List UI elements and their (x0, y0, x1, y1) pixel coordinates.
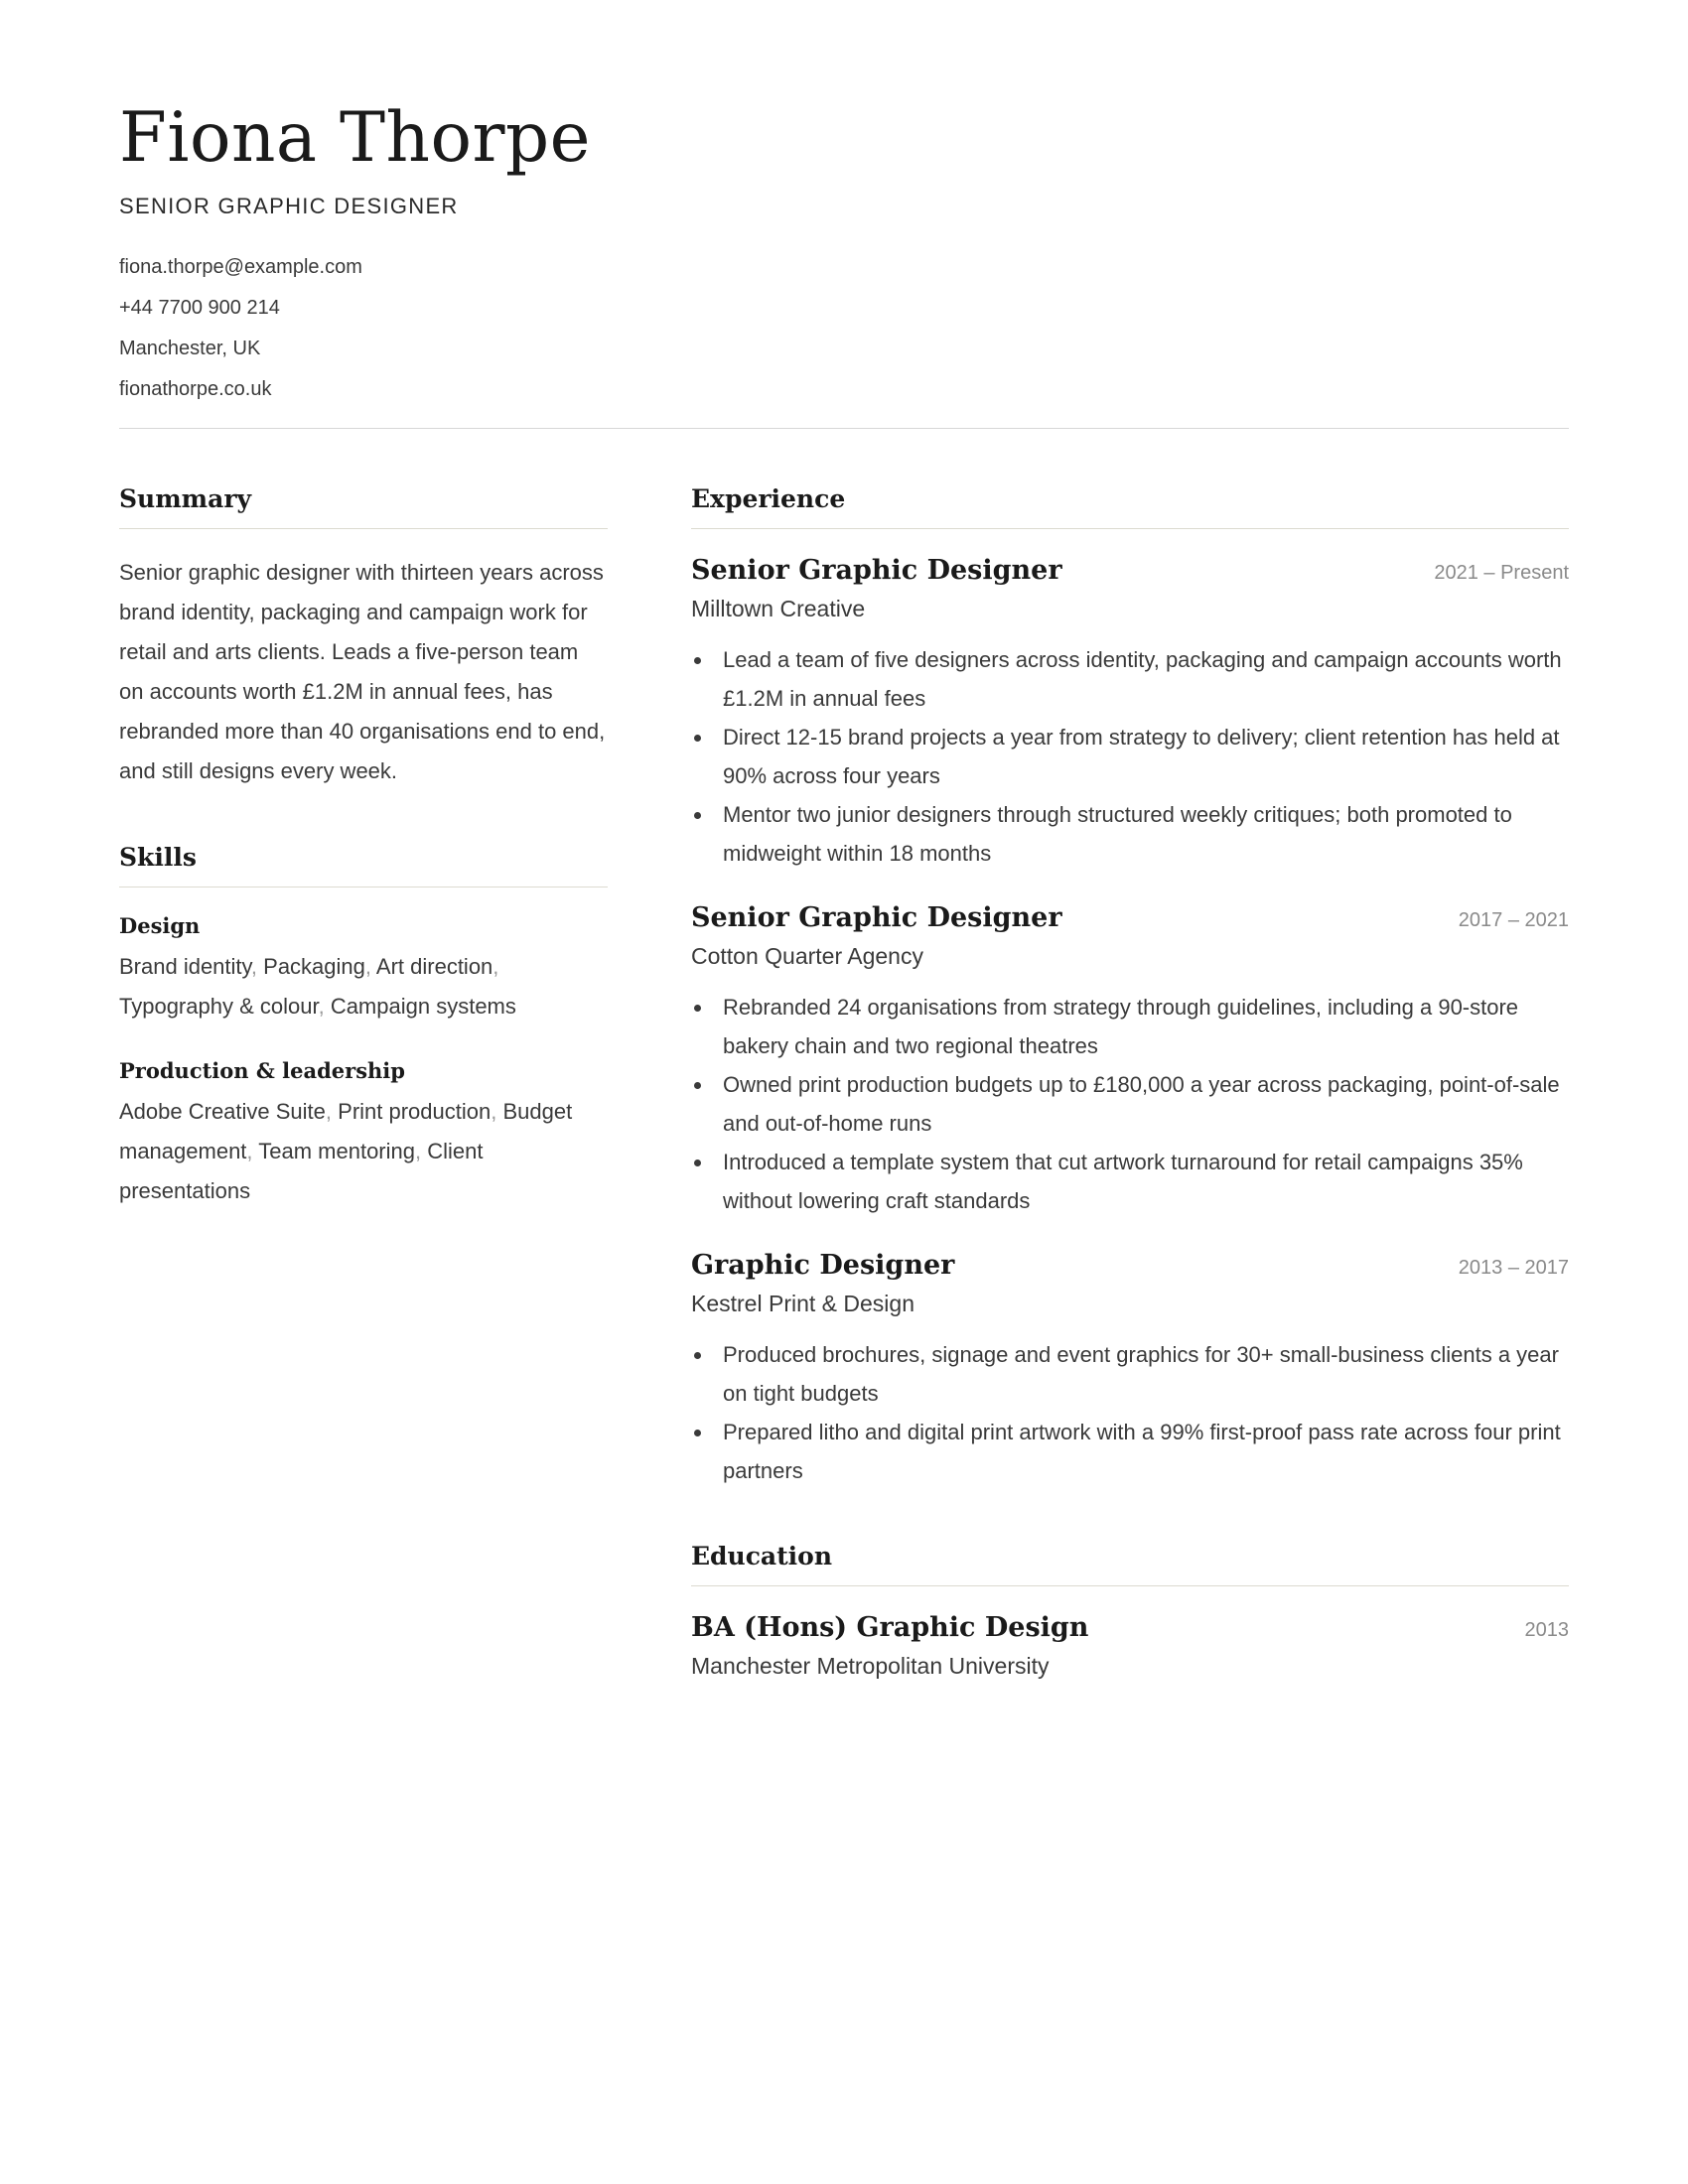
candidate-headline: SENIOR GRAPHIC DESIGNER (119, 194, 459, 219)
job-company: Cotton Quarter Agency (691, 943, 923, 970)
skill-list: Brand identity, Packaging, Art direction, Typography & colour, Campaign systems (119, 954, 516, 1020)
job-bullet: Produced brochures, signage and event graphics for 30+ small-business clients a year on tight budgets (691, 1335, 1569, 1413)
job-title: Senior Graphic Designer (691, 902, 1062, 934)
job-bullets (691, 640, 1569, 873)
skill-item: Art direction (375, 954, 493, 980)
job-dates: 2017 – 2021 (1458, 909, 1569, 932)
job-bullet: Owned print production budgets up to £180,000 a year across packaging, point-of-sale and out-of-home runs (691, 1065, 1569, 1143)
job-bullet: Prepared litho and digital print artwork with a 99% first-proof pass rate across four print partners (691, 1413, 1569, 1490)
contact-email[interactable]: fiona.thorpe@example.com (119, 256, 362, 279)
education-heading: Education (691, 1542, 1569, 1586)
summary-section (119, 484, 608, 791)
school-name: Manchester Metropolitan University (691, 1653, 1050, 1680)
skill-item: Adobe Creative Suite (119, 1099, 326, 1125)
experience-heading: Experience (691, 484, 1569, 529)
skill-item: Brand identity (119, 954, 251, 980)
job-company: Kestrel Print & Design (691, 1291, 914, 1317)
skill-group-production-leadership (119, 1056, 608, 1211)
skill-item: Packaging (263, 954, 365, 980)
job-bullet: Direct 12-15 brand projects a year from strategy to delivery; client retention has held at 90% across four years (691, 718, 1569, 795)
skill-item: Campaign systems (330, 994, 516, 1020)
education-entry (691, 1610, 1569, 1684)
job-entry (691, 1248, 1569, 1490)
candidate-name: Fiona Thorpe (119, 98, 591, 178)
right-column (691, 484, 1569, 1684)
left-column (119, 484, 608, 1684)
job-dates: 2021 – Present (1434, 562, 1569, 585)
skills-heading: Skills (119, 843, 608, 887)
skill-group-title: Design (119, 913, 201, 939)
job-entry (691, 900, 1569, 1220)
skills-section (119, 843, 608, 1211)
header-divider (119, 428, 1569, 429)
summary-heading: Summary (119, 484, 608, 529)
skill-item: Team mentoring (258, 1139, 415, 1164)
job-company: Milltown Creative (691, 596, 866, 622)
job-bullet: Mentor two junior designers through structured weekly critiques; both promoted to midweight within 18 months (691, 795, 1569, 873)
job-title: Graphic Designer (691, 1250, 955, 1282)
job-bullet: Introduced a template system that cut artwork turnaround for retail campaigns 35% without lowering craft standards (691, 1143, 1569, 1220)
graduation-year: 2013 (1524, 1619, 1569, 1642)
skill-list: Adobe Creative Suite, Print production, Budget management, Team mentoring, Client presentations (119, 1099, 573, 1204)
summary-text: Senior graphic designer with thirteen years across brand identity, packaging and campaign work for retail and arts clients. Leads a five-person team on accounts worth £1.2M in annual fees, has rebranded more than 40 organisations end to end, and still designs every week. (119, 560, 606, 784)
skill-item: Typography & colour (119, 994, 319, 1020)
skill-item: Print production (338, 1099, 492, 1125)
experience-section (691, 484, 1569, 1490)
job-entry (691, 553, 1569, 873)
skill-item: Client presentations (119, 1139, 484, 1204)
education-section (691, 1542, 1569, 1684)
job-title: Senior Graphic Designer (691, 555, 1062, 587)
skill-group-design (119, 911, 608, 1026)
job-bullet: Rebranded 24 organisations from strategy through guidelines, including a 90-store bakery chain and two regional theatres (691, 988, 1569, 1065)
job-bullet: Lead a team of five designers across identity, packaging and campaign accounts worth £1.2M in annual fees (691, 640, 1569, 718)
resume-columns (119, 484, 1569, 1684)
contact-location: Manchester, UK (119, 338, 261, 360)
job-dates: 2013 – 2017 (1458, 1257, 1569, 1280)
skill-group-title: Production & leadership (119, 1058, 405, 1084)
contact-block (119, 247, 1569, 410)
degree-title: BA (Hons) Graphic Design (691, 1612, 1089, 1644)
job-bullets (691, 988, 1569, 1220)
contact-website[interactable]: fionathorpe.co.uk (119, 378, 272, 401)
skill-item: Budget management (119, 1099, 573, 1164)
job-bullets (691, 1335, 1569, 1490)
contact-phone: +44 7700 900 214 (119, 297, 280, 320)
